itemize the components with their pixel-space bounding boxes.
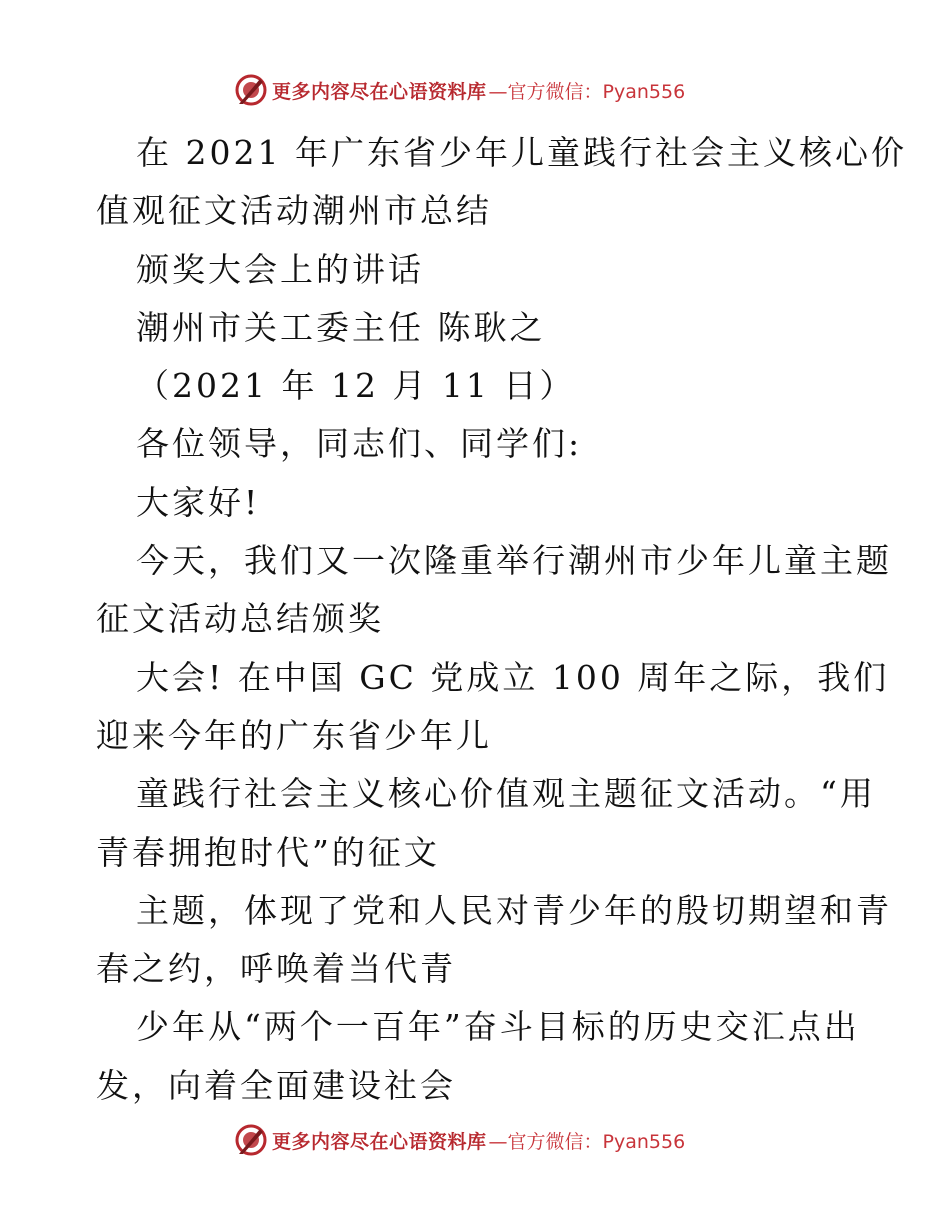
quill-seal-icon xyxy=(234,73,268,107)
document-line: 在 2021 年广东省少年儿童践行社会主义核心价 xyxy=(136,133,907,172)
watermark-contact-text: —官方微信：Pyan556 xyxy=(488,1130,686,1153)
watermark-contact-text: —官方微信：Pyan556 xyxy=(488,80,686,103)
watermark-brand-text: 更多内容尽在心语资料库 xyxy=(272,80,487,103)
document-line: 潮州市关工委主任 陈耿之 xyxy=(136,307,546,347)
document-line: 大家好! xyxy=(136,482,261,522)
document-line: 征文活动总结颁奖 xyxy=(96,599,384,639)
document-line: 颁奖大会上的讲话 xyxy=(136,249,424,289)
document-line: 发，向着全面建设社会 xyxy=(96,1065,456,1105)
header-watermark xyxy=(234,72,685,108)
document-line: 迎来今年的广东省少年儿 xyxy=(96,715,492,755)
document-line: 青春拥抱时代”的征文 xyxy=(96,832,440,872)
document-line: 主题，体现了党和人民对青少年的殷切期望和青 xyxy=(136,890,892,930)
document-line: 春之约，呼唤着当代青 xyxy=(96,949,456,989)
footer-watermark xyxy=(234,1122,685,1158)
document-line: 少年从“两个一百年”奋斗目标的历史交汇点出 xyxy=(136,1007,860,1047)
watermark-brand-text: 更多内容尽在心语资料库 xyxy=(272,1130,487,1153)
document-line: （2021 年 12 月 11 日） xyxy=(136,366,576,406)
document-line: 童践行社会主义核心价值观主题征文活动。“用 xyxy=(136,774,876,814)
document-line: 今天，我们又一次隆重举行潮州市少年儿童主题 xyxy=(136,541,892,581)
document-line: 各位领导，同志们、同学们: xyxy=(136,424,583,464)
document-line: 大会! 在中国 GC 党成立 100 周年之际，我们 xyxy=(136,657,890,697)
document-line: 值观征文活动潮州市总结 xyxy=(96,191,492,231)
quill-seal-icon xyxy=(234,1123,268,1157)
document-body xyxy=(96,124,907,1115)
